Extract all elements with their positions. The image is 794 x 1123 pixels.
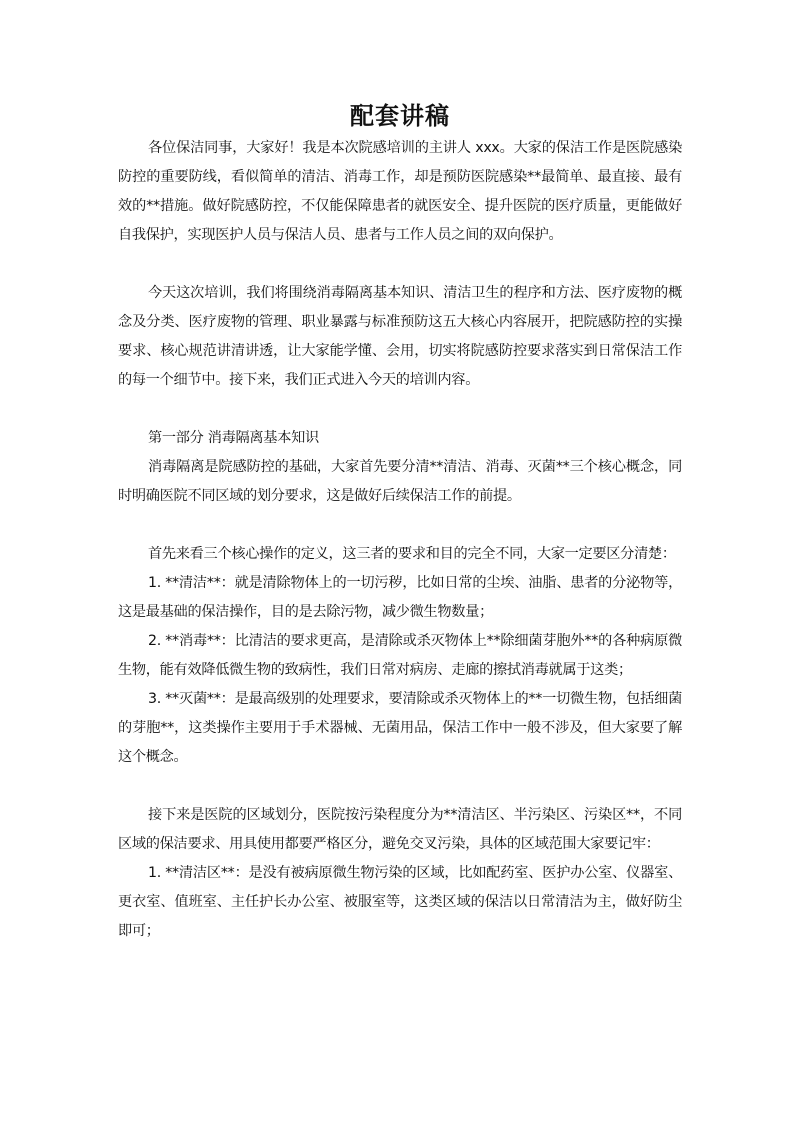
list-item-clean-zone: 1. **清洁区**：是没有被病原微生物污染的区域，比如配药室、医护办公室、仪器室、更衣室、值班室、主任护长办公室、被服室等，这类区域的保洁以日常清洁为主，做好防尘即可； xyxy=(118,865,682,939)
paragraph-gap xyxy=(118,250,682,279)
paragraph-gap xyxy=(118,772,682,801)
section-intro-paragraph: 消毒隔离是院感防控的基础，大家首先要分清**清洁、消毒、灭菌**三个核心概念，同时明确医院不同区域的划分要求，这是做好后续保洁工作的前提。 xyxy=(118,459,682,504)
definitions-intro-paragraph: 首先来看三个核心操作的定义，这三者的要求和目的完全不同，大家一定要区分清楚： xyxy=(148,546,676,562)
zone-division-paragraph: 接下来是医院的区域划分，医院按污染程度分为**清洁区、半污染区、污染区**，不同区域的保洁要求、用具使用都要严格区分，避免交叉污染，具体的区域范围大家要记牢： xyxy=(118,807,682,852)
training-overview-paragraph: 今天这次培训，我们将围绕消毒隔离基本知识、清洁卫生的程序和方法、医疗废物的概念及分类、医疗废物的管理、职业暴露与标准预防这五大核心内容展开，把院感防控的实操要求、核心规范讲清讲透，让大家能学懂、会用，切实将院感防控要求落实到日常保洁工作的每一个细节中。接下来，我们正式进入今天的培训内容。 xyxy=(118,285,682,388)
section-heading-part-one: 第一部分 消毒隔离基本知识 xyxy=(148,430,319,446)
paragraph-gap xyxy=(118,511,682,540)
document-page xyxy=(118,98,682,946)
page-title: 配套讲稿 xyxy=(350,101,450,130)
intro-paragraph: 各位保洁同事，大家好！我是本次院感培训的主讲人 xxx。大家的保洁工作是医院感染防控的重要防线，看似简单的清洁、消毒工作，却是预防医院感染**最简单、最直接、最有效的**措施。做好院感防控，不仅能保障患者的就医安全、提升医院的医疗质量，更能做好自我保护，实现医护人员与保洁人员、患者与工作人员之间的双向保护。 xyxy=(118,140,682,243)
list-item-cleaning: 1. **清洁**：就是清除物体上的一切污秽，比如日常的尘埃、油脂、患者的分泌物等，这是最基础的保洁操作，目的是去除污物，减少微生物数量； xyxy=(118,575,682,620)
paragraph-gap xyxy=(118,395,682,424)
list-item-disinfection: 2. **消毒**：比清洁的要求更高，是清除或杀灭物体上**除细菌芽胞外**的各种病原微生物，能有效降低微生物的致病性，我们日常对病房、走廊的擦拭消毒就属于这类； xyxy=(118,633,682,678)
list-item-sterilization: 3. **灭菌**：是最高级别的处理要求，要清除或杀灭物体上的**一切微生物，包括细菌的芽胞**，这类操作主要用于手术器械、无菌用品，保洁工作中一般不涉及，但大家要了解这个概念。 xyxy=(118,691,682,765)
